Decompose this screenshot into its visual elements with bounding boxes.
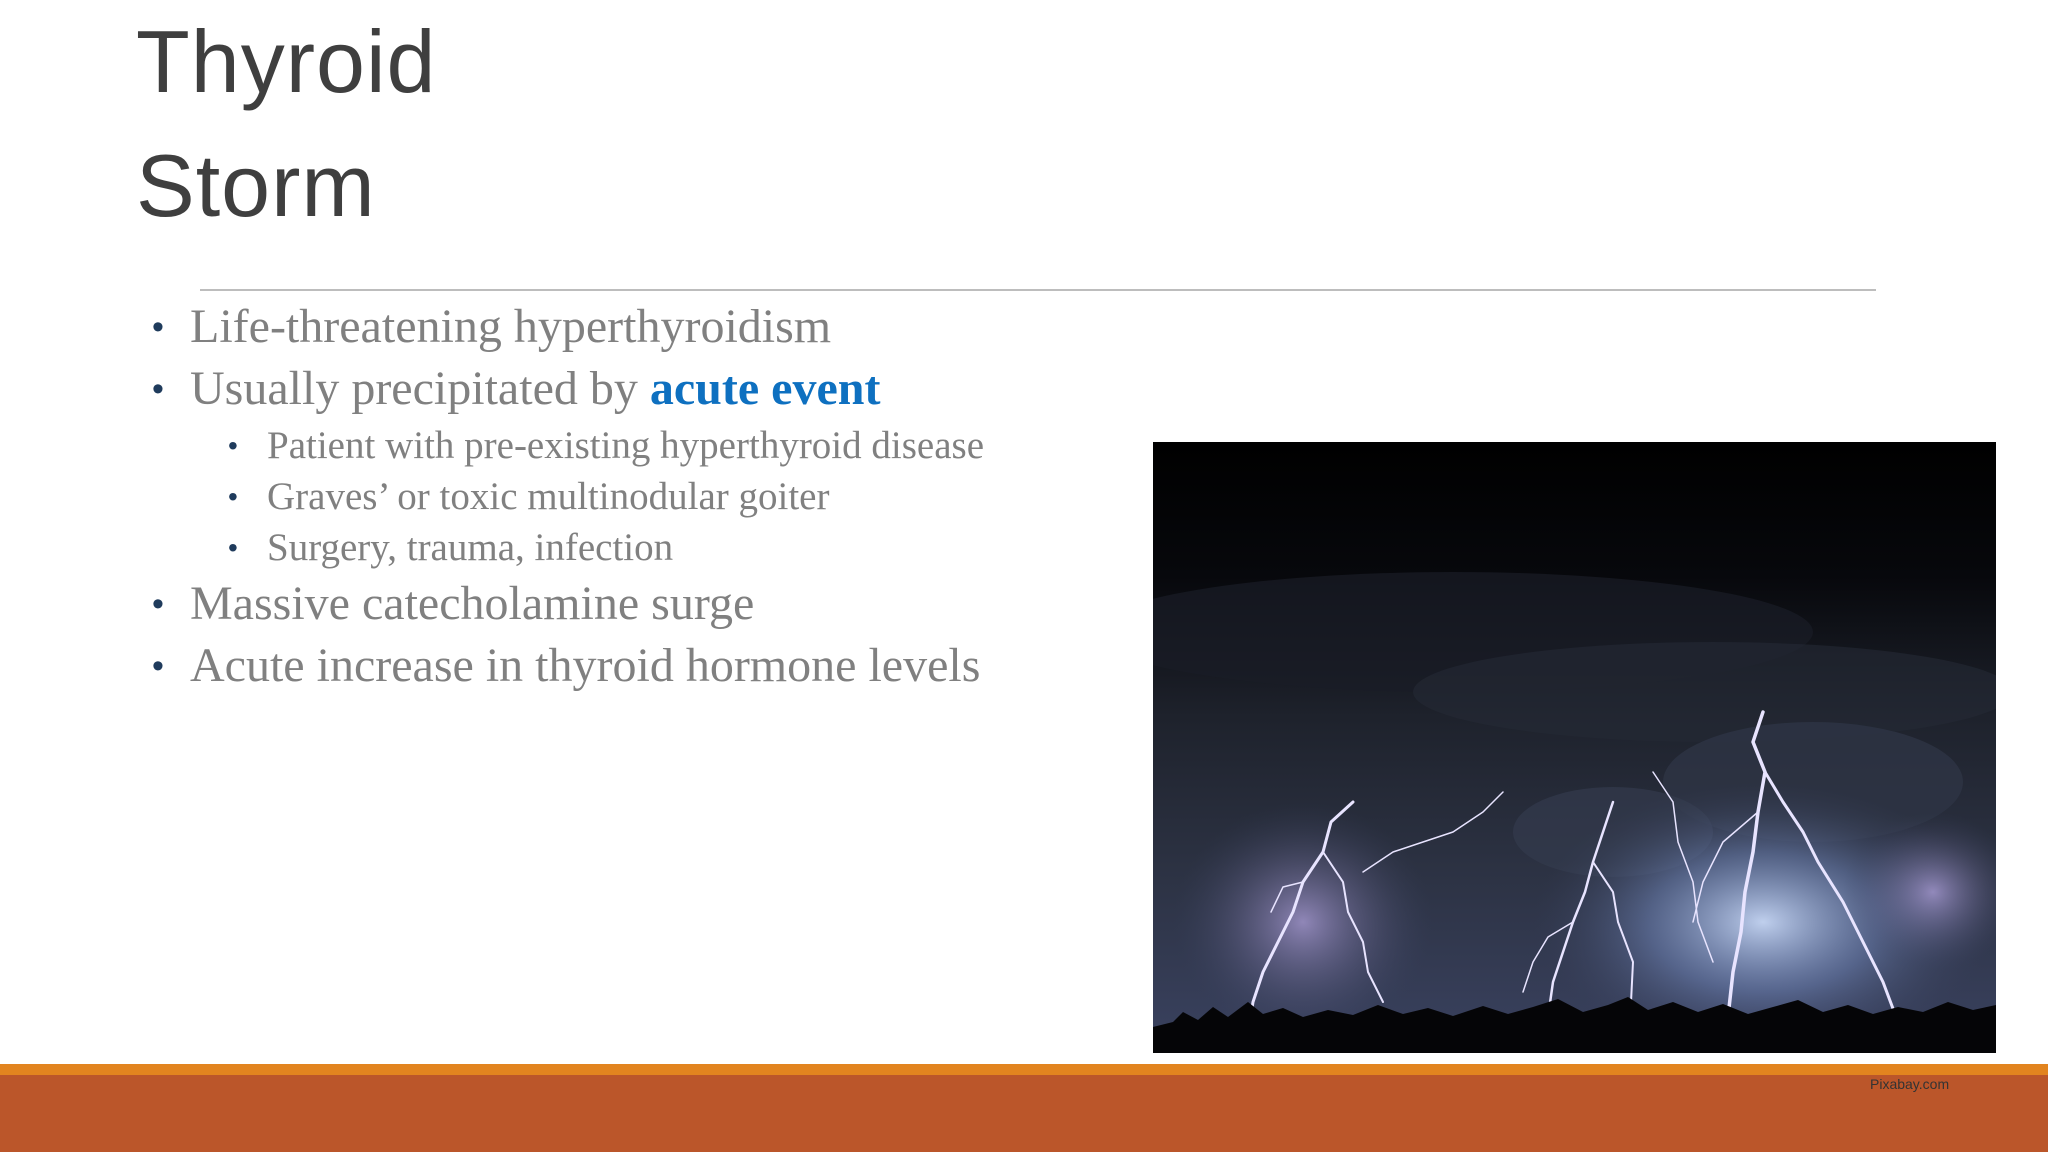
bullet-icon: • xyxy=(152,308,164,346)
list-item xyxy=(150,635,1130,697)
list-item xyxy=(150,522,1130,573)
lightning-storm-image xyxy=(1153,442,1996,1053)
title-line-2: Storm xyxy=(136,136,376,235)
bullet-icon: • xyxy=(228,481,238,512)
list-item-text: Life-threatening hyperthyroidism xyxy=(190,300,832,353)
list-item xyxy=(150,573,1130,635)
lightning-storm-photo xyxy=(1153,442,1996,1053)
title-divider xyxy=(200,289,1876,291)
footer-accent-stripe xyxy=(0,1064,2048,1075)
slide-title xyxy=(136,0,436,248)
bullet-icon: • xyxy=(228,532,238,563)
bullet-icon: • xyxy=(152,647,164,685)
list-item-text: Acute increase in thyroid hormone levels xyxy=(190,639,981,692)
list-item-highlight: acute event xyxy=(649,362,881,415)
bullet-icon: • xyxy=(152,585,164,623)
list-item xyxy=(150,358,1130,420)
bullet-list xyxy=(150,296,1130,697)
footer-band xyxy=(0,1075,2048,1152)
bullet-icon: • xyxy=(152,370,164,408)
title-line-1: Thyroid xyxy=(136,12,437,111)
image-credit: Pixabay.com xyxy=(1870,1076,1950,1092)
bullet-icon: • xyxy=(228,430,238,461)
list-item xyxy=(150,471,1130,522)
list-item xyxy=(150,420,1130,471)
list-item-text: Usually precipitated by xyxy=(190,362,650,415)
list-item xyxy=(150,296,1130,358)
list-item-text: Massive catecholamine surge xyxy=(190,577,755,630)
list-item-text: Graves’ or toxic multinodular goiter xyxy=(267,475,830,518)
list-item-text: Patient with pre-existing hyperthyroid disease xyxy=(267,424,985,467)
list-item-text: Surgery, trauma, infection xyxy=(267,526,674,569)
